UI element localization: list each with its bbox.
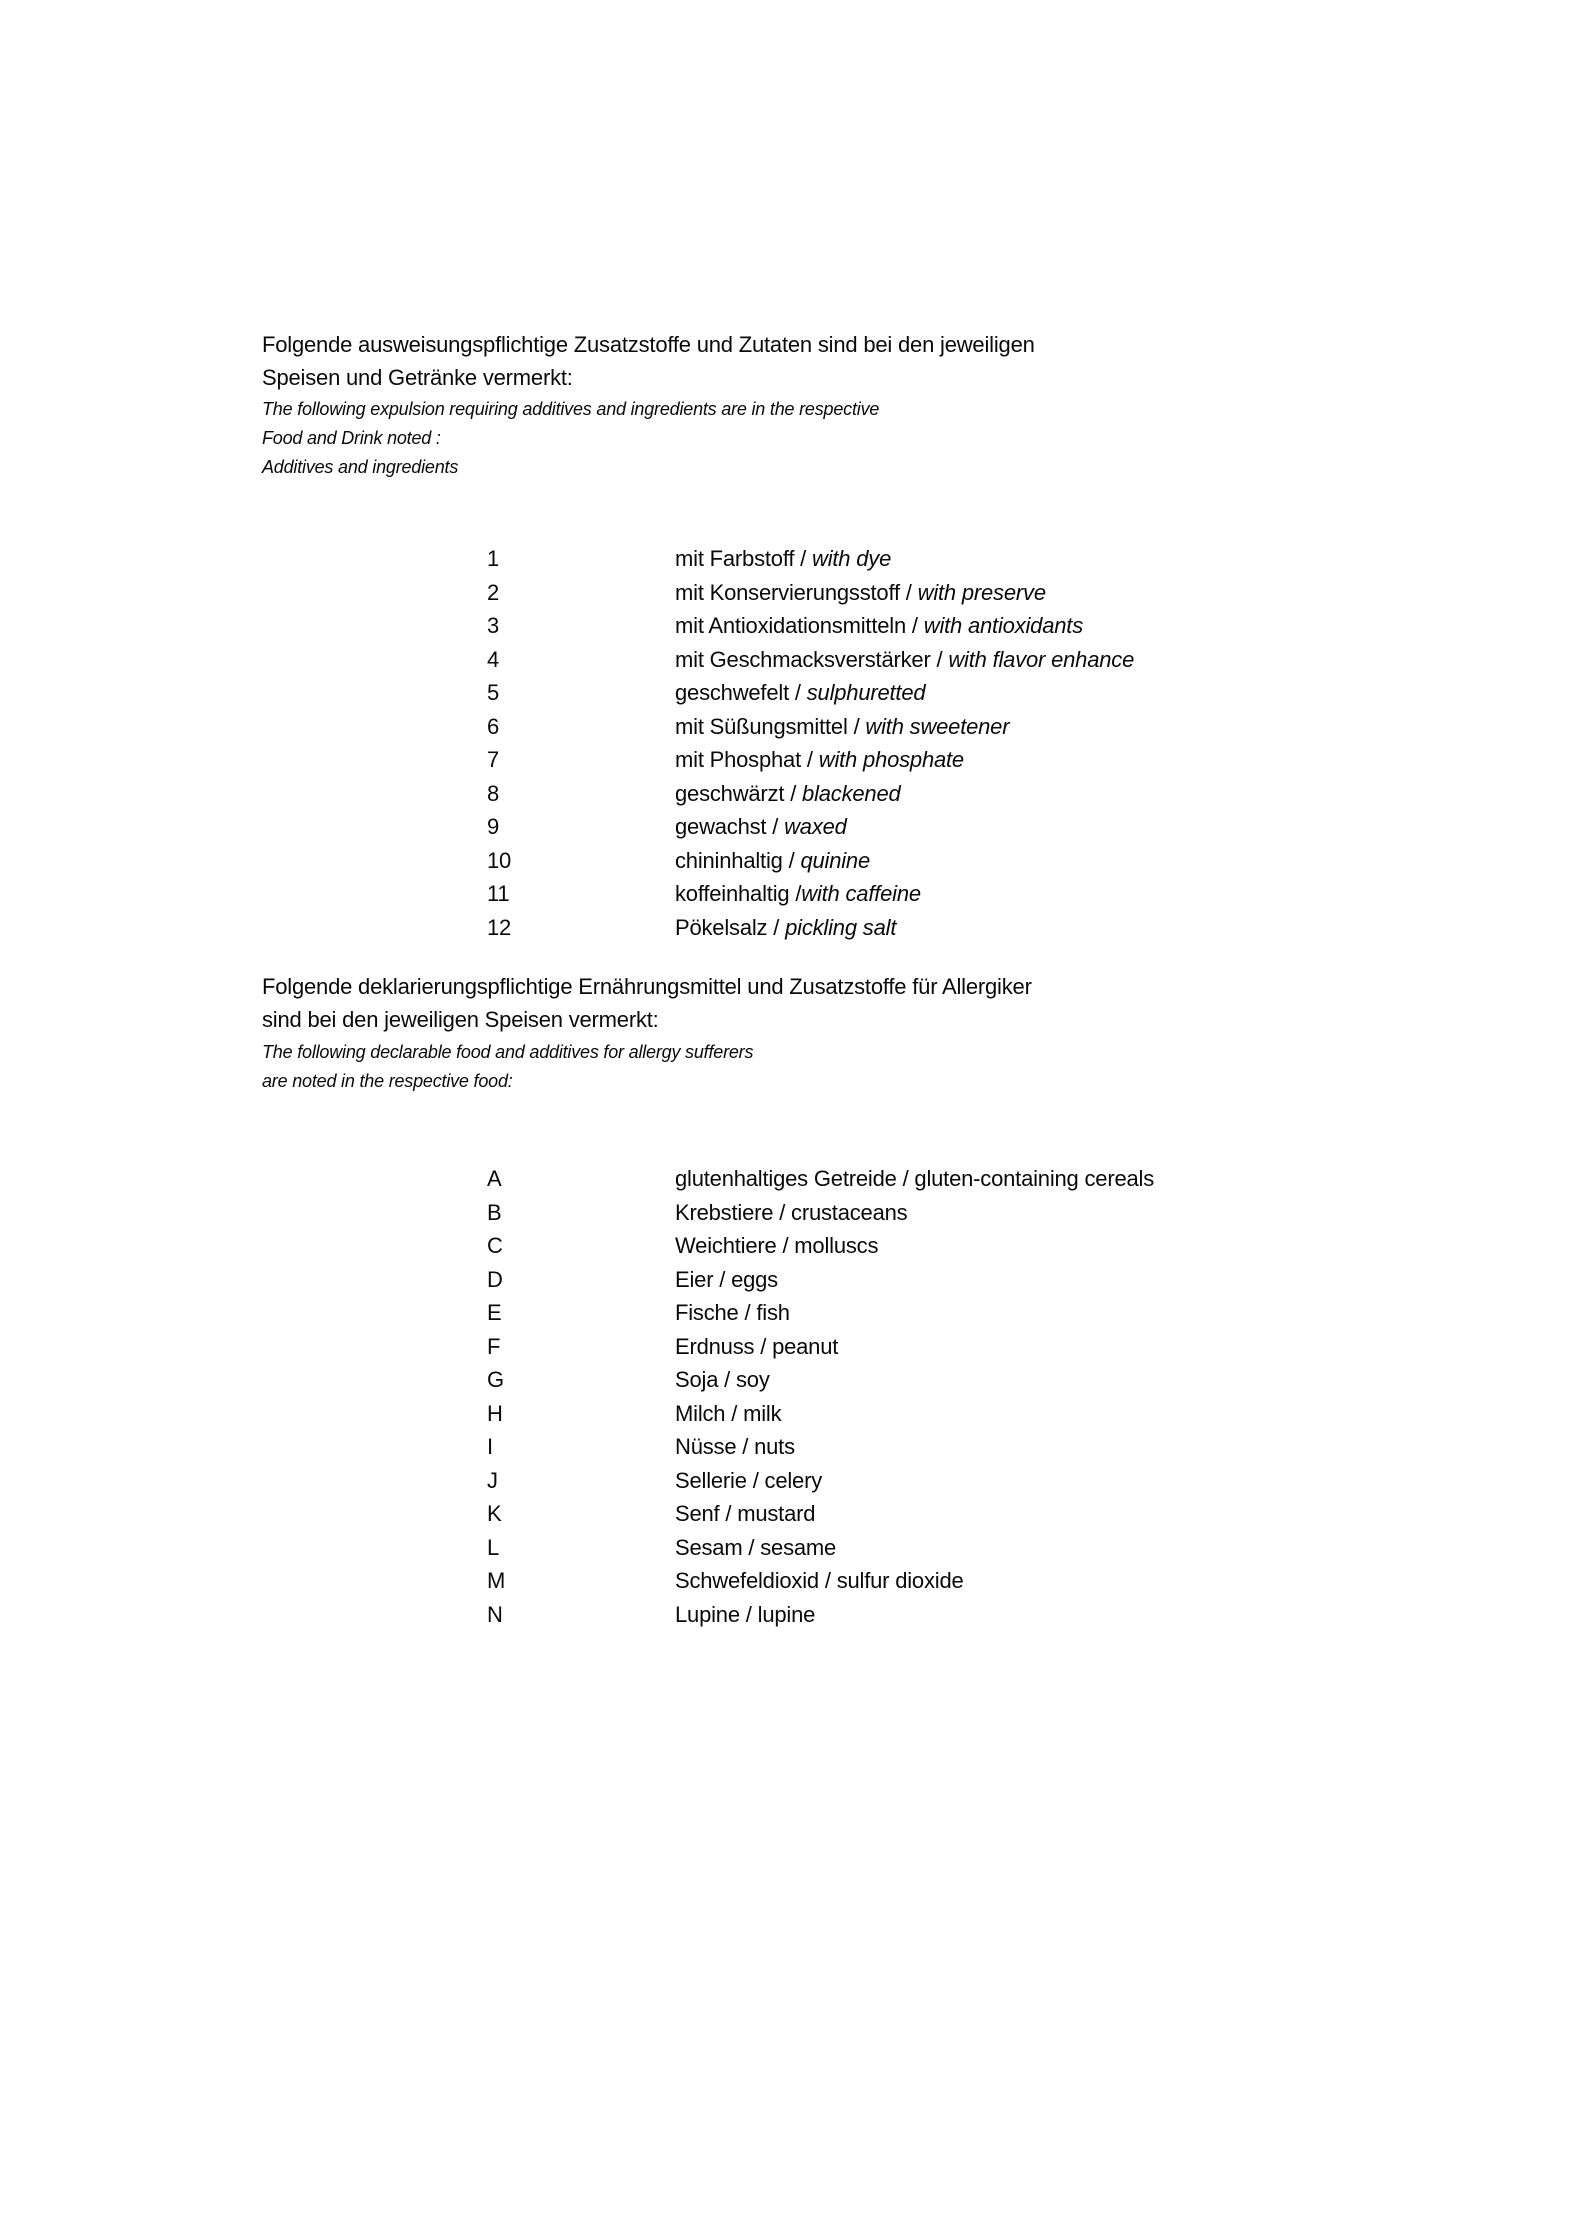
allergen-code: B bbox=[487, 1199, 502, 1225]
allergen-description bbox=[675, 1531, 836, 1565]
allergen-description bbox=[675, 1330, 838, 1364]
allergen-name-de: Senf bbox=[675, 1501, 720, 1526]
allergen-description bbox=[675, 1430, 795, 1464]
allergen-row bbox=[0, 1531, 1571, 1565]
additive-row bbox=[0, 911, 1571, 945]
additive-code: 11 bbox=[487, 881, 510, 906]
separator: / bbox=[896, 1166, 915, 1191]
additive-name-de: mit Süßungsmittel bbox=[675, 713, 848, 739]
allergen-description bbox=[675, 1598, 815, 1632]
additive-code: 8 bbox=[487, 780, 500, 806]
allergen-code: C bbox=[487, 1233, 503, 1258]
allergen-name-de: Fische bbox=[675, 1300, 739, 1325]
additive-name-en: sulphuretted bbox=[806, 680, 926, 705]
additive-name-en: with dye bbox=[812, 546, 892, 571]
allergen-row bbox=[0, 1263, 1571, 1297]
additive-name-en: quinine bbox=[800, 847, 870, 873]
additive-name-en: pickling salt bbox=[785, 914, 897, 940]
allergen-name-de: Weichtiere bbox=[675, 1233, 777, 1258]
separator: / bbox=[754, 1333, 773, 1359]
additive-code: 3 bbox=[487, 613, 500, 638]
separator: / bbox=[746, 1467, 765, 1493]
allergen-description bbox=[675, 1564, 964, 1598]
separator: / bbox=[794, 546, 812, 571]
allergen-row bbox=[0, 1363, 1571, 1397]
separator: / bbox=[801, 747, 819, 772]
allergen-code: K bbox=[487, 1501, 502, 1526]
separator: / bbox=[847, 713, 866, 739]
allergen-description bbox=[675, 1296, 790, 1330]
separator: / bbox=[776, 1233, 795, 1258]
additive-name-de: mit Farbstoff bbox=[675, 546, 795, 571]
additive-row bbox=[0, 877, 1571, 911]
additive-description bbox=[675, 810, 847, 844]
additive-row bbox=[0, 710, 1571, 744]
allergen-name-en: gluten-containing cereals bbox=[914, 1166, 1155, 1191]
allergen-name-en: milk bbox=[743, 1400, 782, 1426]
allergen-description bbox=[675, 1162, 1154, 1196]
allergen-code: N bbox=[487, 1601, 503, 1627]
allergen-code: H bbox=[487, 1400, 503, 1426]
separator: / bbox=[899, 579, 918, 605]
additive-name-en: with preserve bbox=[917, 579, 1046, 605]
allergen-code: L bbox=[487, 1534, 500, 1560]
additive-description bbox=[675, 777, 901, 811]
allergen-row bbox=[0, 1598, 1571, 1632]
allergen-row bbox=[0, 1162, 1571, 1196]
section1-heading-german-line1: Folgende ausweisungspflichtige Zusatzstoffe und Zutaten sind bei den jeweiligen bbox=[262, 332, 1035, 357]
section1-heading-english-line1: The following expulsion requiring additives and ingredients are in the respective bbox=[262, 399, 880, 419]
allergen-name-de: Krebstiere bbox=[675, 1199, 774, 1225]
allergen-code: E bbox=[487, 1300, 502, 1325]
additive-description bbox=[675, 911, 896, 945]
additive-description bbox=[675, 743, 964, 777]
allergen-code: I bbox=[487, 1434, 493, 1459]
allergen-description bbox=[675, 1196, 907, 1230]
additive-row bbox=[0, 643, 1571, 677]
additive-row bbox=[0, 743, 1571, 777]
additive-code: 7 bbox=[487, 747, 500, 772]
additive-row bbox=[0, 777, 1571, 811]
allergen-code: J bbox=[487, 1467, 498, 1493]
additive-code: 6 bbox=[487, 713, 500, 739]
allergen-name-en: nuts bbox=[754, 1434, 795, 1459]
allergen-name-de: Milch bbox=[675, 1400, 726, 1426]
allergen-description bbox=[675, 1363, 770, 1397]
separator: / bbox=[818, 1568, 837, 1593]
allergen-row bbox=[0, 1497, 1571, 1531]
allergen-name-en: peanut bbox=[772, 1333, 839, 1359]
allergen-name-en: fish bbox=[756, 1300, 790, 1325]
additive-name-de: geschwefelt bbox=[675, 680, 789, 705]
section1-heading-english-line2: Food and Drink noted : bbox=[262, 428, 441, 448]
section2-heading-german-line2: sind bei den jeweiligen Speisen vermerkt: bbox=[262, 1007, 659, 1032]
separator: / bbox=[719, 1501, 738, 1526]
allergen-name-de: glutenhaltiges Getreide bbox=[675, 1166, 897, 1191]
allergen-code: G bbox=[487, 1367, 504, 1392]
separator: / bbox=[767, 914, 786, 940]
additive-description bbox=[675, 542, 891, 576]
allergen-description bbox=[675, 1229, 878, 1263]
additive-name-en: with phosphate bbox=[818, 747, 964, 772]
allergen-row bbox=[0, 1229, 1571, 1263]
allergen-row bbox=[0, 1296, 1571, 1330]
additive-description bbox=[675, 877, 921, 911]
allergen-name-de: Nüsse bbox=[675, 1434, 737, 1459]
additive-code: 10 bbox=[487, 847, 512, 873]
separator: / bbox=[930, 646, 949, 672]
additive-name-de: mit Phosphat bbox=[675, 747, 802, 772]
additive-code: 2 bbox=[487, 579, 500, 605]
additive-description bbox=[675, 710, 1009, 744]
additive-row bbox=[0, 609, 1571, 643]
allergen-row bbox=[0, 1564, 1571, 1598]
section2-heading-english-line1: The following declarable food and additives for allergy sufferers bbox=[262, 1042, 754, 1062]
section1-heading-english bbox=[262, 395, 879, 482]
allergen-name-en: crustaceans bbox=[791, 1199, 908, 1225]
section1-heading-english-line3: Additives and ingredients bbox=[262, 457, 459, 477]
section1-heading-german-line2: Speisen und Getränke vermerkt: bbox=[262, 365, 573, 390]
additive-description bbox=[675, 676, 925, 710]
separator: / bbox=[789, 881, 802, 906]
additive-code: 5 bbox=[487, 680, 500, 705]
additive-name-en: with sweetener bbox=[865, 713, 1010, 739]
additive-code: 1 bbox=[487, 546, 500, 571]
allergen-name-en: sulfur dioxide bbox=[836, 1568, 964, 1593]
section1-heading-german bbox=[262, 328, 1035, 394]
additive-name-de: mit Geschmacksverstärker bbox=[675, 646, 931, 672]
allergen-name-en: lupine bbox=[757, 1601, 816, 1627]
section2-heading-german bbox=[262, 970, 1032, 1036]
allergen-code: F bbox=[487, 1333, 501, 1359]
allergen-name-de: Soja bbox=[675, 1367, 719, 1392]
separator: / bbox=[736, 1434, 755, 1459]
additive-row bbox=[0, 810, 1571, 844]
allergen-name-de: Sellerie bbox=[675, 1467, 747, 1493]
separator: / bbox=[784, 780, 803, 806]
allergen-name-en: celery bbox=[764, 1467, 823, 1493]
additive-name-en: with flavor enhance bbox=[948, 646, 1135, 672]
separator: / bbox=[742, 1534, 761, 1560]
allergen-code: M bbox=[487, 1568, 506, 1593]
allergen-description bbox=[675, 1397, 781, 1431]
allergen-name-de: Lupine bbox=[675, 1601, 740, 1627]
additive-description bbox=[675, 643, 1134, 677]
allergen-code: A bbox=[487, 1166, 502, 1191]
additive-name-en: waxed bbox=[784, 814, 847, 839]
additive-row bbox=[0, 576, 1571, 610]
section2-heading-english bbox=[262, 1038, 753, 1096]
separator: / bbox=[782, 847, 801, 873]
additive-row bbox=[0, 676, 1571, 710]
allergen-description bbox=[675, 1464, 822, 1498]
additive-name-de: mit Antioxidationsmitteln bbox=[675, 613, 906, 638]
additive-code: 9 bbox=[487, 814, 500, 839]
additive-name-de: Pökelsalz bbox=[675, 914, 768, 940]
separator: / bbox=[788, 680, 807, 705]
allergen-name-en: eggs bbox=[731, 1266, 778, 1292]
section2-heading-english-line2: are noted in the respective food: bbox=[262, 1071, 513, 1091]
additive-name-de: geschwärzt bbox=[675, 780, 785, 806]
allergen-row bbox=[0, 1430, 1571, 1464]
allergen-row bbox=[0, 1196, 1571, 1230]
separator: / bbox=[738, 1300, 757, 1325]
additive-row bbox=[0, 844, 1571, 878]
additive-name-de: mit Konservierungsstoff bbox=[675, 579, 900, 605]
additive-name-de: gewachst bbox=[675, 814, 767, 839]
allergen-name-en: mustard bbox=[737, 1501, 816, 1526]
allergen-name-de: Eier bbox=[675, 1266, 714, 1292]
additive-row bbox=[0, 542, 1571, 576]
allergen-name-de: Erdnuss bbox=[675, 1333, 755, 1359]
allergen-name-de: Schwefeldioxid bbox=[675, 1568, 819, 1593]
separator: / bbox=[713, 1266, 732, 1292]
allergen-code: D bbox=[487, 1266, 503, 1292]
additive-description bbox=[675, 609, 1083, 643]
allergen-row bbox=[0, 1397, 1571, 1431]
separator: / bbox=[773, 1199, 792, 1225]
separator: / bbox=[739, 1601, 758, 1627]
additive-description bbox=[675, 576, 1046, 610]
additive-name-en: with caffeine bbox=[801, 881, 921, 906]
additive-code: 4 bbox=[487, 646, 500, 672]
separator: / bbox=[906, 613, 924, 638]
allergens-list bbox=[0, 1162, 1571, 1631]
allergen-row bbox=[0, 1330, 1571, 1364]
allergen-description bbox=[675, 1263, 778, 1297]
allergen-name-en: soy bbox=[735, 1367, 770, 1392]
additive-code: 12 bbox=[487, 914, 512, 940]
additive-name-en: with antioxidants bbox=[923, 613, 1083, 638]
separator: / bbox=[766, 814, 785, 839]
separator: / bbox=[725, 1400, 744, 1426]
section2-heading-german-line1: Folgende deklarierungspflichtige Ernährungsmittel und Zusatzstoffe für Allergiker bbox=[262, 974, 1032, 999]
allergen-name-en: sesame bbox=[760, 1534, 837, 1560]
additive-name-de: chininhaltig bbox=[675, 847, 783, 873]
additive-name-en: blackened bbox=[802, 780, 901, 806]
separator: / bbox=[718, 1367, 736, 1392]
allergen-name-de: Sesam bbox=[675, 1534, 743, 1560]
allergen-row bbox=[0, 1464, 1571, 1498]
allergen-name-en: molluscs bbox=[794, 1233, 879, 1258]
additives-list bbox=[0, 542, 1571, 944]
additive-description bbox=[675, 844, 870, 878]
additive-name-de: koffeinhaltig bbox=[675, 881, 790, 906]
allergen-description bbox=[675, 1497, 815, 1531]
